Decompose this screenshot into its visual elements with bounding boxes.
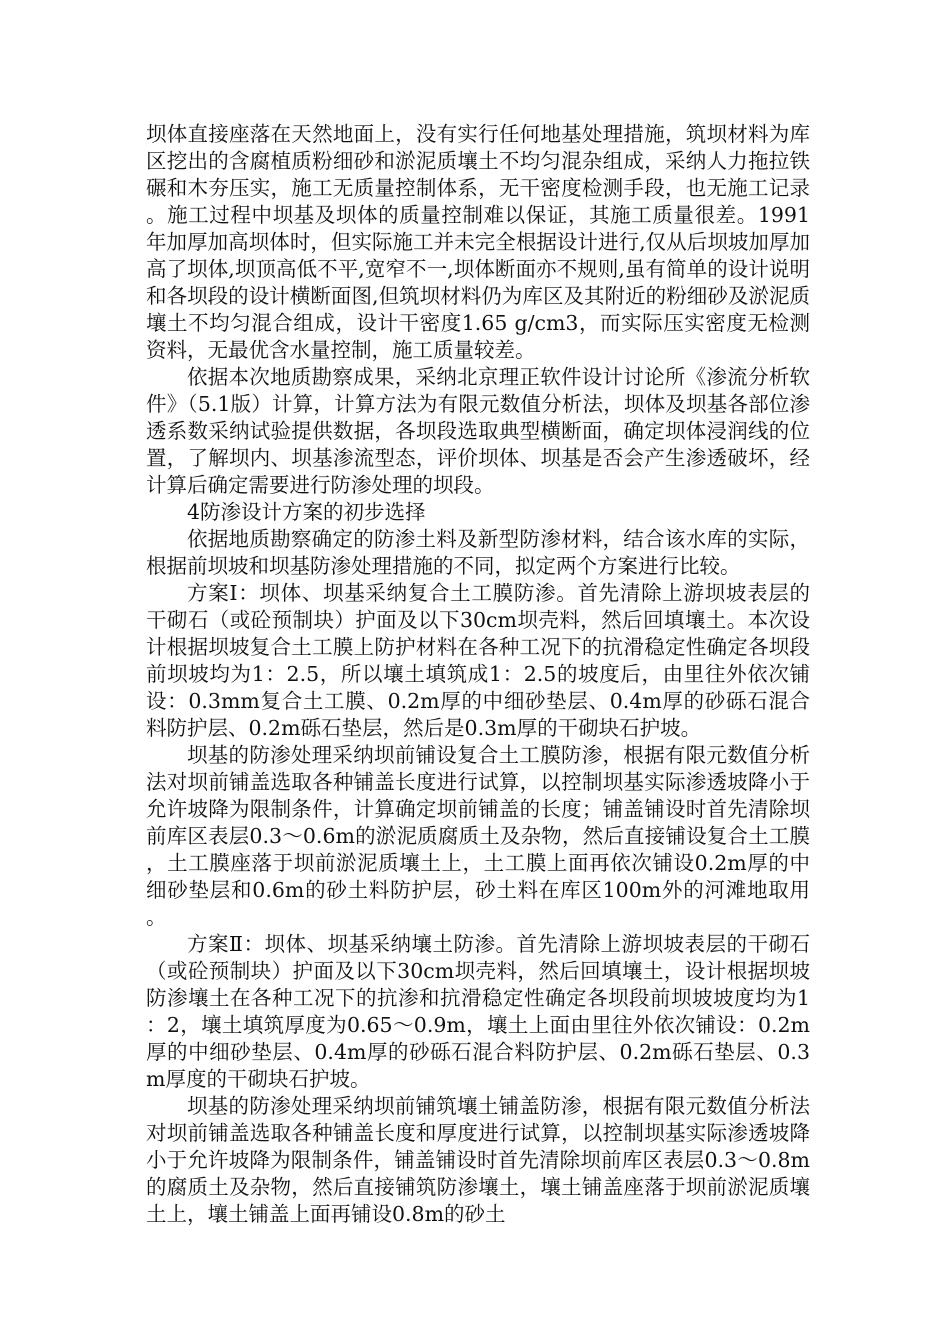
scheme-one-foundation-paragraph: 坝基的防渗处理采纳坝前铺设复合土工膜防渗，根据有限元数值分析法对坝前铺盖选取各种铺盖长度进行试算，以控制坝基实际渗透坡降小于允许坡降为限制条件，计算确定坝前铺盖的长度；铺盖铺设时首先清除坝前库区表层0.3～0.6m的淤泥质腐质土及杂物，然后直接铺设复合土工膜，土工膜座落于坝前淤泥质壤土上，土工膜上面再依次铺设0.2m厚的中细砂垫层和0.6m的砂土料防护层，砂土料在库区100m外的河滩地取用。 (146, 743, 810, 929)
body-paragraph-3: 依据地质勘察确定的防渗土料及新型防渗材料，结合该水库的实际，根据前坝坡和坝基防渗处理措施的不同，拟定两个方案进行比较。 (146, 527, 810, 578)
scheme-two-paragraph: 方案Ⅱ：坝体、坝基采纳壤土防渗。首先清除上游坝坡表层的干砌石（或砼预制块）护面及以下30cm坝壳料，然后回填壤土，设计根据坝坡防渗壤土在各种工况下的抗渗和抗滑稳定性确定各坝段前坝坡坡度均为1：2，壤土填筑厚度为0.65～0.9m，壤土上面由里往外依次铺设：0.2m厚的中细砂垫层、0.4m厚的砂砾石混合料防护层、0.2m砾石垫层、0.3m厚度的干砌块石护坡。 (146, 932, 810, 1091)
scheme-two-foundation-paragraph: 坝基的防渗处理采纳坝前铺筑壤土铺盖防渗，根据有限元数值分析法对坝前铺盖选取各种铺盖长度和厚度进行试算，以控制坝基实际渗透坡降小于允许坡降为限制条件，铺盖铺设时首先清除坝前库区表层0.3～0.8m的腐质土及杂物，然后直接铺筑防渗壤土，壤土铺盖座落于坝前淤泥质壤土上，壤土铺盖上面再铺设0.8m的砂土 (146, 1094, 810, 1226)
body-paragraph-1: 坝体直接座落在天然地面上，没有实行任何地基处理措施，筑坝材料为库区挖出的含腐植质粉细砂和淤泥质壤土不均匀混杂组成，采纳人力拖拉铁碾和木夯压实，施工无质量控制体系，无干密度检测手段，也无施工记录。施工过程中坝基及坝体的质量控制难以保证，其施工质量很差。1991年加厚加高坝体时，但实际施工并未完全根据设计进行,仅从后坝坡加厚加高了坝体,坝顶高低不平,宽窄不一,坝体断面亦不规则,虽有简单的设计说明和各坝段的设计横断面图,但筑坝材料仍为库区及其附近的粉细砂及淤泥质壤土不均匀混合组成，设计干密度1.65 g/cm3，而实际压实密度无检测资料，无最优含水量控制，施工质量较差。 (146, 122, 810, 362)
document-page (146, 121, 810, 1228)
section-heading: 4防渗设计方案的初步选择 (187, 500, 426, 524)
scheme-one-paragraph: 方案Ⅰ：坝体、坝基采纳复合土工膜防渗。首先清除上游坝坡表层的干砌石（或砼预制块）护面及以下30cm坝壳料，然后回填壤土。本次设计根据坝坡复合土工膜上防护材料在各种工况下的抗滑稳定性确定各坝段前坝坡均为1：2.5，所以壤土填筑成1：2.5的坡度后，由里往外依次铺设：0.3mm复合土工膜、0.2m厚的中细砂垫层、0.4m厚的砂砾石混合料防护层、0.2m砾石垫层，然后是0.3m厚的干砌块石护坡。 (146, 581, 810, 740)
body-paragraph-2: 依据本次地质勘察成果，采纳北京理正软件设计讨论所《渗流分析软件》（5.1版）计算，计算方法为有限元数值分析法，坝体及坝基各部位渗透系数采纳试验提供数据，各坝段选取典型横断面，确定坝体浸润线的位置，了解坝内、坝基渗流型态，评价坝体、坝基是否会产生渗透破坏，经计算后确定需要进行防渗处理的坝段。 (146, 365, 810, 497)
